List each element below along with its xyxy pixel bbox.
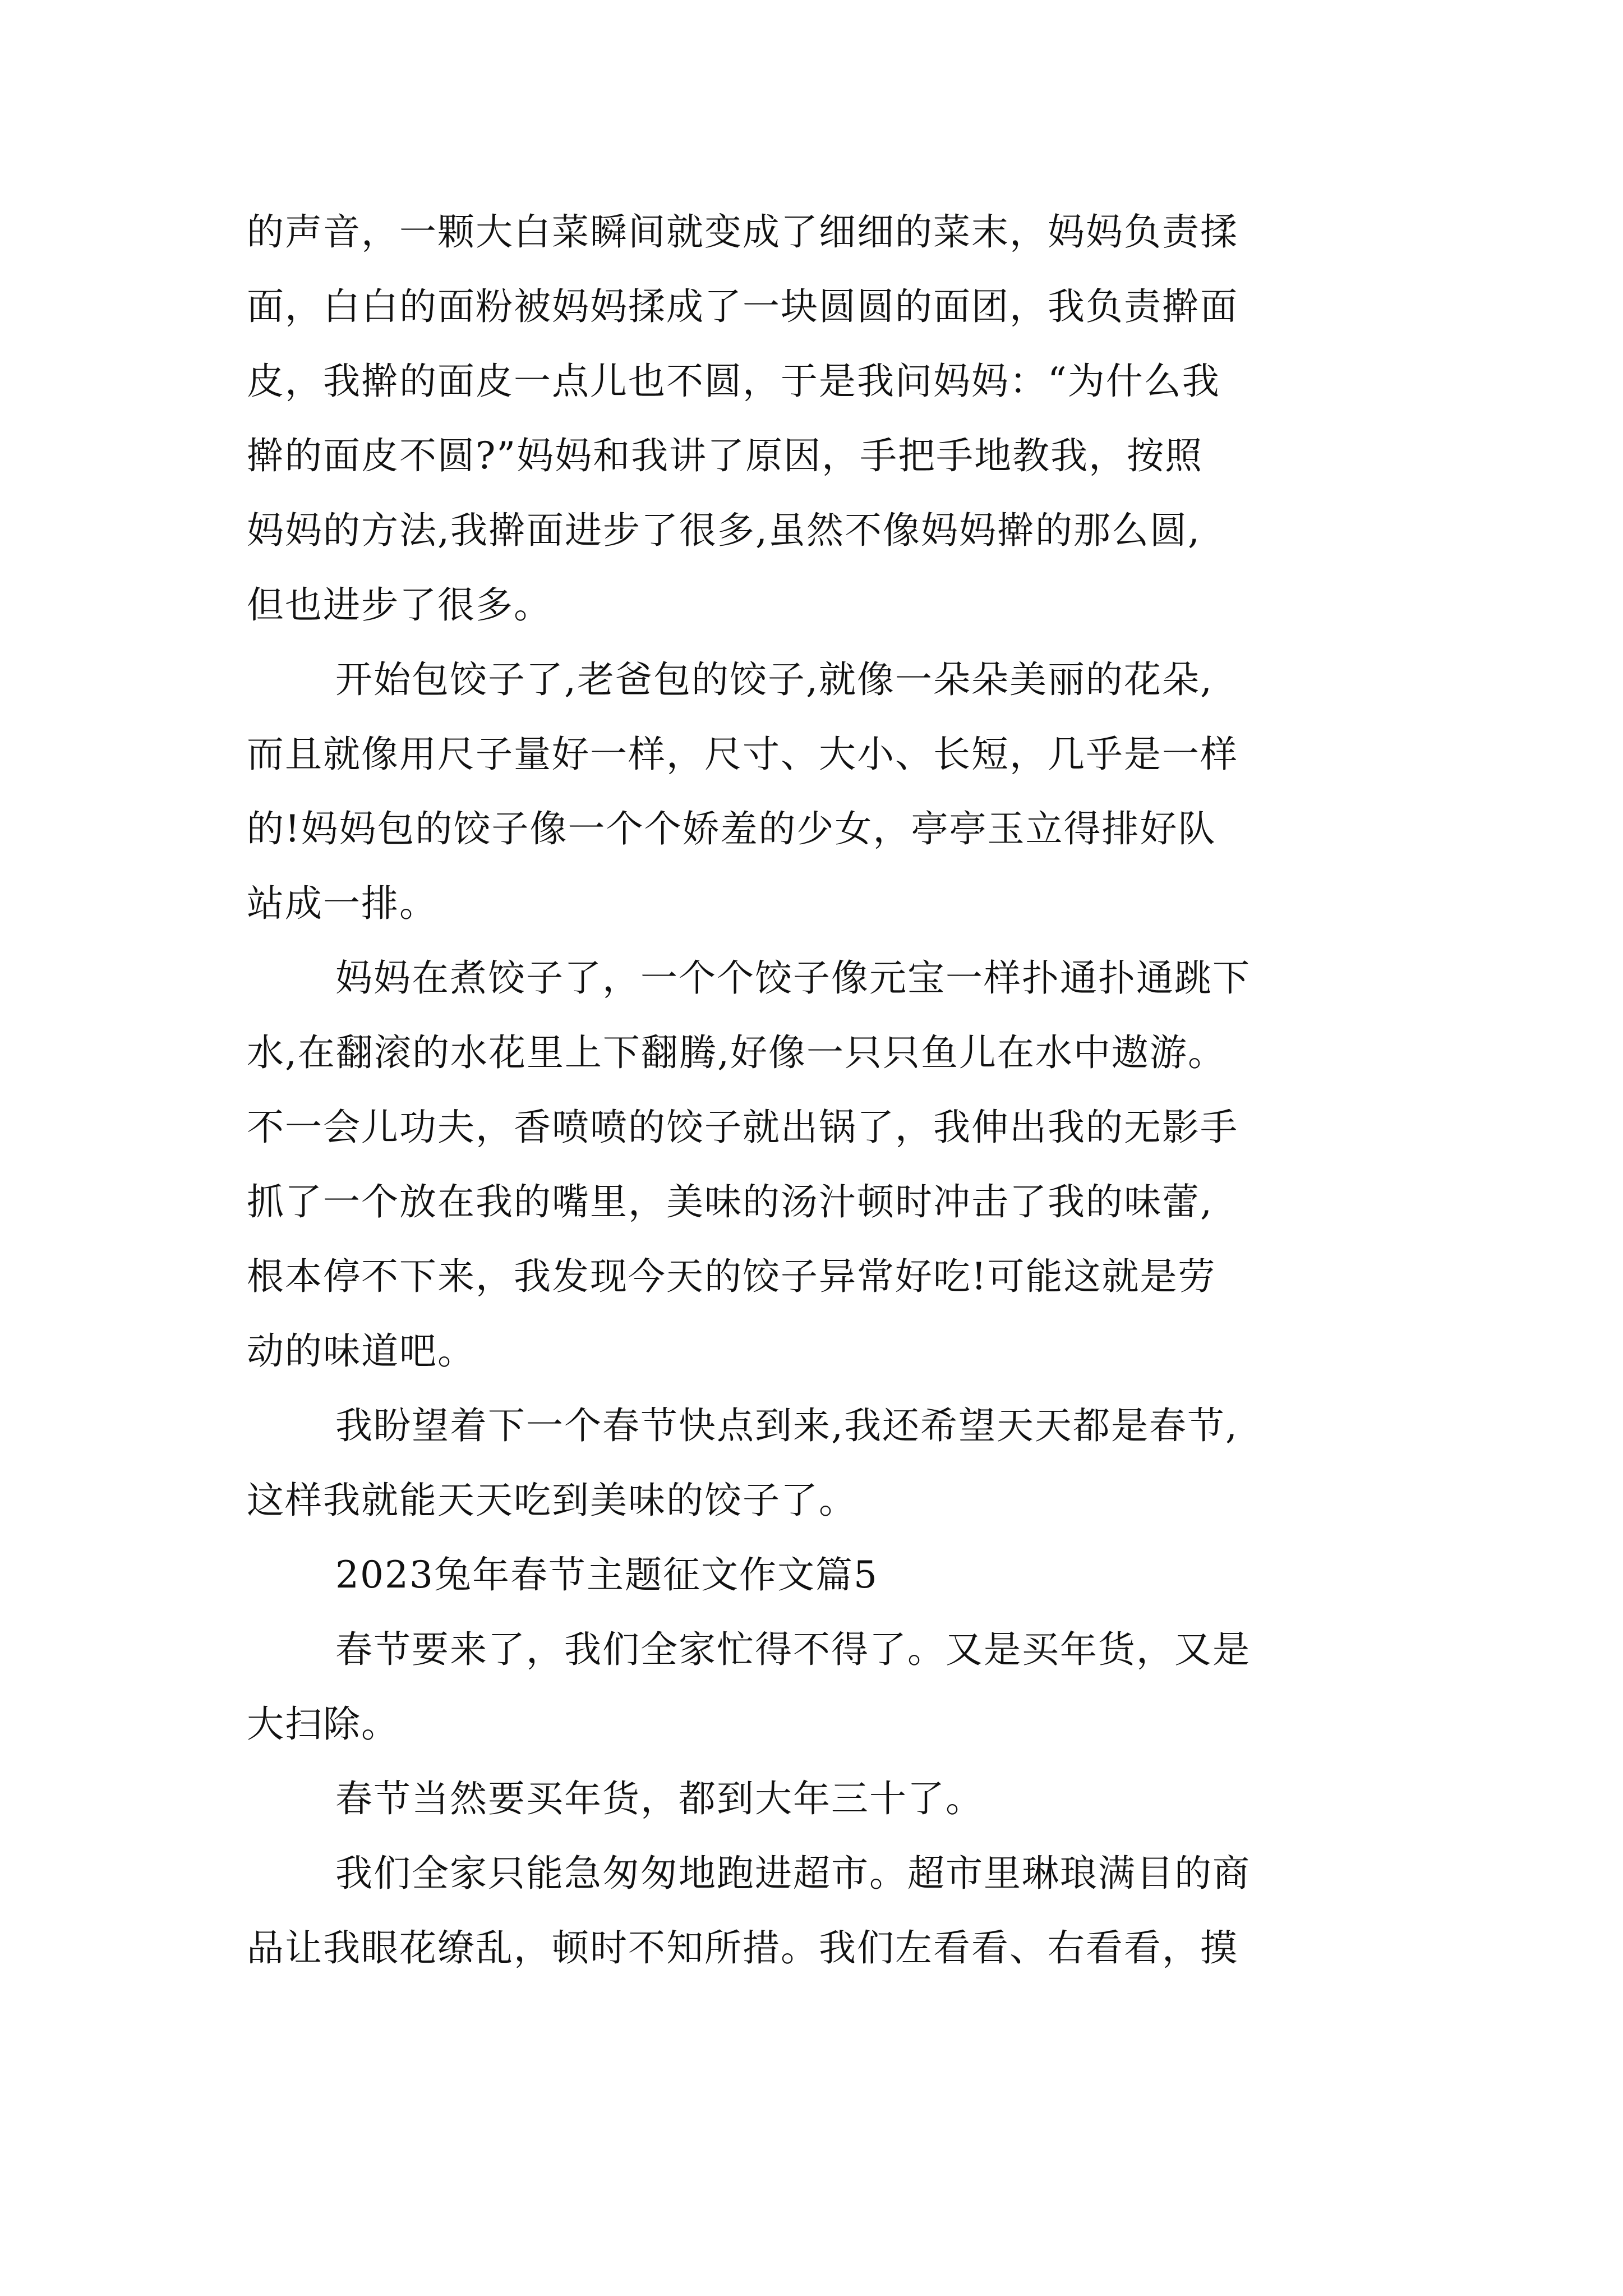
text-line: 水,在翻滚的水花里上下翻腾,好像一只只鱼儿在水中遨游。	[247, 1031, 1226, 1074]
text-line: 根本停不下来，我发现今天的饺子异常好吃!可能这就是劳	[247, 1255, 1216, 1298]
text-line: 的!妈妈包的饺子像一个个娇羞的少女，亭亭玉立得排好队	[247, 807, 1216, 850]
text-line: 大扫除。	[247, 1703, 399, 1746]
text-line: 妈妈的方法,我擀面进步了很多,虽然不像妈妈擀的那么圆,	[247, 509, 1201, 552]
text-line: 的声音，一颗大白菜瞬间就变成了细细的菜末，妈妈负责揉	[247, 210, 1238, 254]
text-line: 擀的面皮不圆?”妈妈和我讲了原因，手把手地教我，按照	[247, 434, 1204, 477]
text-line: 动的味道吧。	[247, 1329, 476, 1373]
text-line: 品让我眼花缭乱，顿时不知所措。我们左看看、右看看，摸	[247, 1926, 1238, 1970]
text-line: 面，白白的面粉被妈妈揉成了一块圆圆的面团，我负责擀面	[247, 285, 1238, 328]
text-line: 这样我就能天天吃到美味的饺子了。	[247, 1479, 857, 1522]
text-line: 不一会儿功夫，香喷喷的饺子就出锅了，我伸出我的无影手	[247, 1106, 1238, 1149]
section-title: 2023兔年春节主题征文作文篇5	[335, 1553, 878, 1596]
paragraph-start-line: 开始包饺子了,老爸包的饺子,就像一朵朵美丽的花朵,	[335, 658, 1213, 701]
paragraph-start-line: 妈妈在煮饺子了，一个个饺子像元宝一样扑通扑通跳下	[335, 956, 1251, 1000]
paragraph-start-line: 我们全家只能急匆匆地跑进超市。超市里琳琅满目的商	[335, 1852, 1251, 1895]
text-line: 站成一排。	[247, 882, 437, 925]
text-line: 皮，我擀的面皮一点儿也不圆，于是我问妈妈：“为什么我	[247, 360, 1220, 403]
paragraph-start-line: 春节当然要买年货，都到大年三十了。	[335, 1777, 984, 1820]
document-page	[247, 205, 1391, 1995]
text-line: 但也进步了很多。	[247, 583, 552, 627]
text-line: 抓了一个放在我的嘴里，美味的汤汁顿时冲击了我的味蕾,	[247, 1180, 1213, 1223]
text-line: 而且就像用尺子量好一样，尺寸、大小、长短，几乎是一样	[247, 733, 1238, 776]
paragraph-start-line: 春节要来了，我们全家忙得不得了。又是买年货，又是	[335, 1628, 1251, 1671]
paragraph-start-line: 我盼望着下一个春节快点到来,我还希望天天都是春节,	[335, 1404, 1238, 1447]
